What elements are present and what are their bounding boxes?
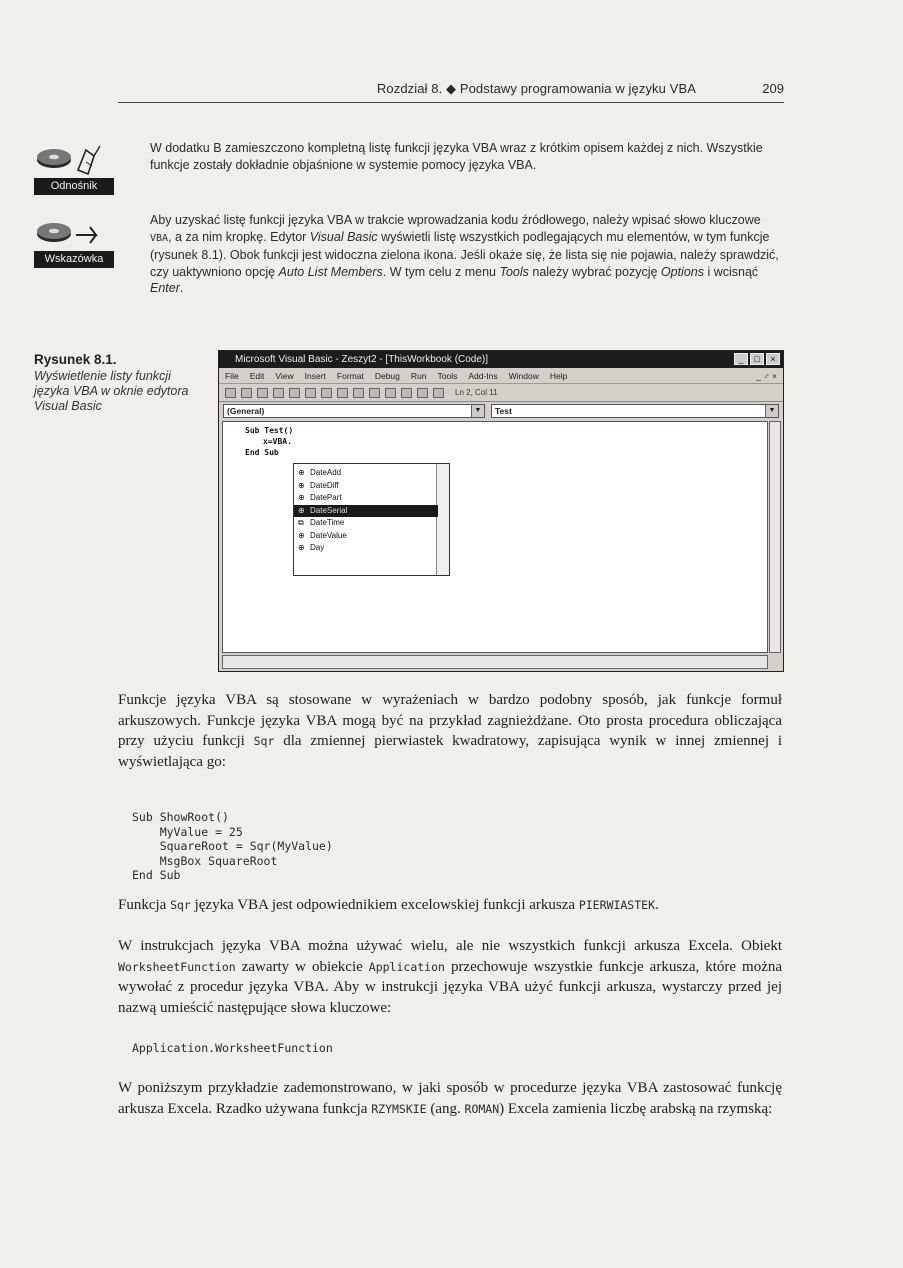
code-line: End Sub	[245, 448, 279, 457]
tip-label: Wskazówka	[34, 251, 114, 268]
autolist-item-label: Day	[310, 543, 325, 552]
autolist-item[interactable]	[294, 480, 438, 492]
chapter-title: Rozdział 8. ◆ Podstawy programowania w języku VBA	[376, 81, 696, 96]
para1-text: Funkcje języka VBA są stosowane w wyrażeniach w bardzo podobny sposób, jak funkcje formuł arkuszowych. Funkcje języka VBA mogą być na przykład zagnieżdżane. Oto prosta procedura obliczająca przy użyciu funkcji	[118, 692, 782, 749]
tip-text-5: należy wybrać pozycję	[528, 264, 661, 279]
para3-text-3: przechowuje wszystkie funkcje arkusza, które można wywołać z procedur języka VBA. Aby w instrukcji języka VBA użyć funkcji arkusza, wystarczy przed jej nazwą umieścić następujące słowa kluczowe:	[118, 958, 783, 1016]
menu-item-run[interactable]: Run	[410, 370, 427, 381]
paragraph-roman-example	[118, 1078, 782, 1119]
reference-label: Odnośnik	[34, 178, 114, 195]
autolist-item[interactable]	[294, 492, 438, 504]
toolbar-button[interactable]	[225, 388, 236, 398]
disk-arrow-icon	[34, 213, 114, 251]
tip-text-4: . W tym celu z menu	[382, 264, 500, 279]
para1-code-sqr: Sqr	[253, 734, 275, 748]
code-line: Sub Test()	[245, 426, 294, 435]
toolbar-button[interactable]	[321, 388, 332, 398]
tip-italic-auto-list: Auto List Members	[278, 264, 383, 279]
para3-text: W instrukcjach języka VBA można używać wielu, ale nie wszystkich funkcji arkusza Excela. Obiekt	[118, 938, 782, 954]
toolbar-button[interactable]	[289, 388, 300, 398]
tip-italic-visual-basic: Visual Basic	[309, 229, 378, 244]
para2-text-2: języka VBA jest odpowiednikiem excelowskiej funkcji arkusza	[190, 897, 579, 913]
vba-editor-window	[218, 350, 784, 672]
code-line: Sub ShowRoot()	[132, 810, 229, 824]
object-dropdown-value: (General)	[227, 406, 265, 416]
menu-item-format[interactable]: Format	[336, 370, 364, 381]
code-line: x=VBA.	[263, 437, 292, 446]
menu-item-help[interactable]: Help	[549, 370, 568, 381]
paragraph-worksheetfunction	[118, 936, 782, 1018]
code-application-worksheetfunction: Application.WorksheetFunction	[132, 1041, 333, 1055]
toolbar-button[interactable]	[257, 388, 268, 398]
toolbar-button[interactable]	[401, 388, 412, 398]
code-line: End Sub	[132, 868, 181, 882]
menu-item-tools[interactable]: Tools	[437, 370, 458, 381]
toolbar-button[interactable]	[241, 388, 252, 398]
close-icon[interactable]: ×	[766, 353, 780, 365]
autolist-item-label: DateValue	[310, 530, 347, 540]
code-line: SquareRoot = Sqr(MyValue)	[132, 839, 333, 853]
autolist-item-label: DateDiff	[310, 480, 339, 490]
toolbar-button[interactable]	[337, 388, 348, 398]
code-block-showroot	[132, 810, 333, 883]
function-icon: ⊕	[298, 493, 305, 502]
page-number: 209	[762, 81, 784, 96]
para4-text: W poniższym przykładzie zademonstrowano, w jaki sposób w procedurze języka VBA zastosować funkcję arkusza Excela. Rzadko używana funkcja	[118, 1080, 782, 1117]
tip-italic-enter: Enter	[150, 281, 180, 295]
menu-item-view[interactable]: View	[275, 370, 294, 381]
tip-italic-tools: Tools	[499, 264, 529, 279]
vertical-scrollbar[interactable]	[769, 421, 781, 653]
para4-text-2: (ang.	[426, 1100, 465, 1117]
minimize-icon[interactable]: _	[734, 353, 748, 365]
reference-note-text: W dodatku B zamieszczono kompletną listę funkcji języka VBA wraz z krótkim opisem każdej z nich. Wszystkie funkcje zostały dokładnie objaśnione w systemie pomocy języka VBA.	[150, 141, 763, 172]
menu-item-edit[interactable]: Edit	[249, 370, 265, 381]
paragraph-functions-intro	[118, 690, 782, 772]
menu-item-add-ins[interactable]: Add-Ins	[468, 370, 498, 381]
object-dropdown[interactable]	[223, 404, 485, 418]
figure-caption	[34, 352, 199, 414]
running-header	[118, 78, 784, 103]
para2-text-3: .	[655, 897, 659, 913]
menu-item-window[interactable]: Window	[508, 370, 539, 381]
disk-book-icon	[34, 140, 114, 178]
para3-text-2: zawarty w obiekcie	[235, 958, 369, 975]
para4-code-roman: ROMAN	[464, 1101, 500, 1116]
menu-item-insert[interactable]: Insert	[304, 370, 326, 381]
toolbar-button[interactable]	[273, 388, 284, 398]
toolbar-button[interactable]	[433, 388, 444, 398]
para1-text-end: dla zmiennej pierwiastek kwadratowy, zapisująca wynik w innej zmiennej i wyświetlająca go:	[118, 733, 783, 770]
tip-keyword-vba: VBA	[150, 232, 169, 244]
chevron-down-icon[interactable]: ▼	[471, 405, 484, 417]
cursor-position: Ln 2, Col 11	[455, 388, 498, 397]
toolbar-button[interactable]	[385, 388, 396, 398]
function-icon: ⊕	[298, 505, 305, 515]
toolbar-button[interactable]	[353, 388, 364, 398]
autolist-item-label: DateSerial	[310, 505, 348, 515]
autolist-item-label: DateTime	[310, 518, 345, 527]
autolist-item[interactable]	[294, 517, 438, 529]
autolist-item[interactable]	[294, 542, 438, 554]
tip-text-1: Aby uzyskać listę funkcji języka VBA w trakcie wprowadzania kodu źródłowego, należy wpisać słowo kluczowe	[150, 213, 761, 227]
function-icon: ⊕	[298, 480, 305, 490]
para2-text: Funkcja	[118, 897, 171, 913]
figure-number: Rysunek 8.1.	[34, 352, 117, 367]
menu-bar	[219, 368, 783, 384]
autolist-item[interactable]	[294, 530, 438, 542]
function-icon: ⊕	[298, 543, 305, 552]
figure-description: Wyświetlenie listy funkcji języka VBA w oknie edytora Visual Basic	[34, 369, 189, 413]
autolist-item-label: DatePart	[310, 493, 342, 502]
autolist-item-label: DateAdd	[310, 468, 342, 477]
tip-text-2: , a za nim kropkę. Edytor	[168, 229, 310, 244]
horizontal-scrollbar[interactable]	[222, 655, 768, 669]
tip-text-6: i wcisnąć	[704, 264, 759, 279]
procedure-dropdown-value: Test	[495, 406, 512, 416]
tip-note-text	[150, 212, 782, 297]
paragraph-sqr-equivalent	[118, 895, 782, 916]
para2-code-pierwiastek: PIERWIASTEK	[578, 898, 655, 912]
window-title: Microsoft Visual Basic - Zeszyt2 - [ThisWorkbook (Code)]	[235, 354, 489, 365]
autolist-item[interactable]	[294, 467, 438, 479]
window-titlebar	[219, 351, 783, 368]
auto-list-members-popup[interactable]	[293, 463, 450, 576]
para2-code-sqr: Sqr	[170, 898, 191, 912]
procedure-dropdown[interactable]	[491, 404, 779, 418]
toolbar-button[interactable]	[369, 388, 380, 398]
reference-note-icon-box	[34, 140, 120, 195]
menu-item-debug[interactable]: Debug	[374, 370, 400, 381]
chevron-down-icon[interactable]: ▼	[765, 405, 778, 417]
para3-code-worksheetfunction: WorksheetFunction	[118, 959, 236, 974]
toolbar	[219, 384, 783, 402]
para4-code-rzymskie: RZYMSKIE	[371, 1101, 427, 1116]
menu-item-file[interactable]: File	[225, 370, 239, 381]
code-combos	[219, 402, 783, 420]
para4-text-3: ) Excela zamienia liczbę arabską na rzymską:	[499, 1100, 773, 1117]
toolbar-button[interactable]	[305, 388, 316, 398]
tip-italic-options: Options	[660, 264, 704, 279]
code-line: MyValue = 25	[132, 824, 243, 839]
code-pane[interactable]	[222, 421, 768, 653]
autolist-item[interactable]	[294, 505, 438, 517]
tip-text-7: .	[179, 281, 184, 295]
maximize-icon[interactable]: □	[750, 353, 764, 365]
function-icon: ⊕	[298, 468, 305, 477]
tip-text-3: wyświetli listę wszystkich podlegających mu elementów, w tym funkcje (rysunek 8.1). Obok funkcji jest widoczna zielona ikona. Jeśli okaże się, że lista się nie pojawia, należy sprawdzić, czy uaktywniono opcję	[150, 229, 779, 279]
menu-window-controls[interactable]: _ ♂ ×	[756, 370, 777, 381]
tip-note-icon-box	[34, 213, 120, 268]
para3-code-application: Application	[368, 959, 445, 974]
function-icon: ⊕	[298, 530, 305, 540]
toolbar-button[interactable]	[417, 388, 428, 398]
function-icon: ⧉	[298, 518, 304, 527]
code-line: MsgBox SquareRoot	[132, 853, 278, 868]
